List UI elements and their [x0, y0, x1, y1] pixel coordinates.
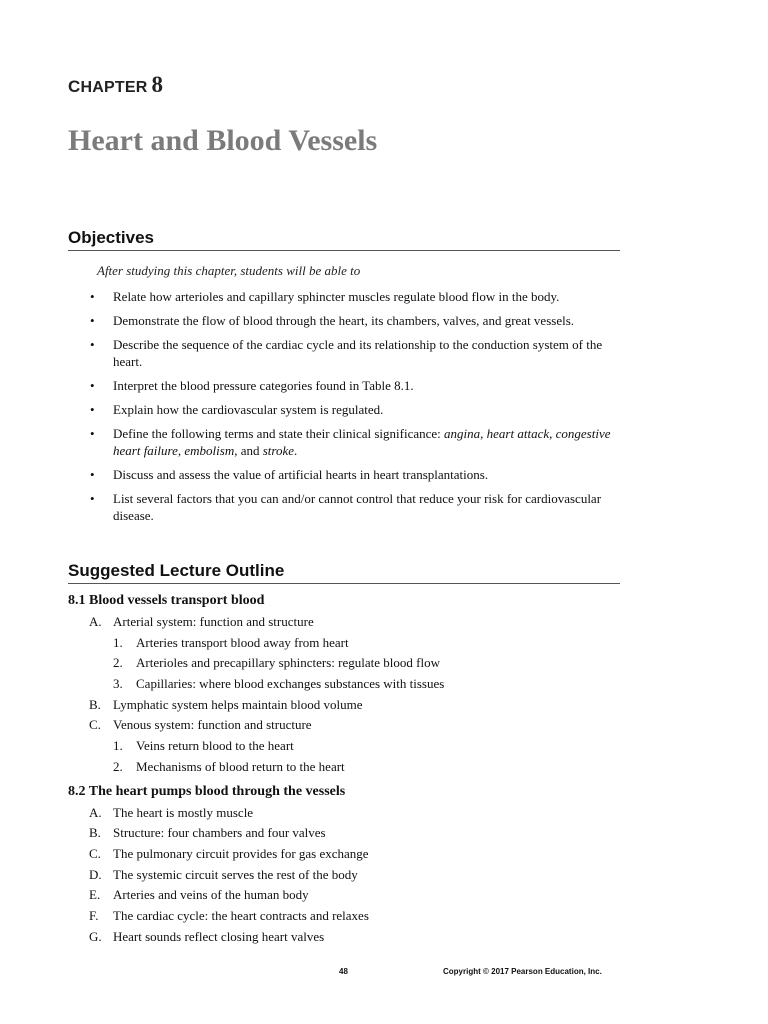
outline-item: F. The cardiac cycle: the heart contracts and relaxes	[89, 907, 369, 923]
objective-item: • Relate how arterioles and capillary sphincter muscles regulate blood flow in the body.	[90, 289, 560, 304]
outline-subitem: 3. Capillaries: where blood exchanges substances with tissues	[113, 676, 445, 692]
objectives-intro: After studying this chapter, students will be able to	[97, 263, 361, 278]
lecture-outline	[68, 592, 620, 948]
outline-item: C. Venous system: function and structure	[89, 717, 312, 733]
objective-item: • Discuss and assess the value of artificial hearts in heart transplantations.	[90, 467, 489, 482]
objective-item: • Describe the sequence of the cardiac cycle and its relationship to the conduction system of the heart.	[90, 337, 603, 369]
outline-subitem: 2. Mechanisms of blood return to the heart	[113, 758, 345, 774]
outline-item: D. The systemic circuit serves the rest of the body	[89, 866, 358, 882]
chapter-number: 8	[151, 72, 163, 97]
outline-section-title: 8.2 The heart pumps blood through the vessels	[68, 783, 346, 799]
objective-item: • Interpret the blood pressure categories found in Table 8.1.	[90, 378, 414, 393]
outline-heading: Suggested Lecture Outline	[68, 561, 620, 584]
outline-item: B. Lymphatic system helps maintain blood volume	[89, 696, 363, 712]
copyright-notice: Copyright © 2017 Pearson Education, Inc.	[443, 967, 602, 976]
objectives-list	[90, 288, 620, 531]
outline-item: A. The heart is mostly muscle	[89, 804, 254, 820]
outline-item: G. Heart sounds reflect closing heart valves	[89, 928, 325, 944]
objective-item: • Demonstrate the flow of blood through the heart, its chambers, valves, and great vessels.	[90, 313, 575, 328]
outline-item: A. Arterial system: function and structure	[89, 614, 314, 629]
outline-item: E. Arteries and veins of the human body	[89, 887, 309, 903]
outline-item: C. The pulmonary circuit provides for gas exchange	[89, 845, 369, 861]
chapter-title: Heart and Blood Vessels	[68, 124, 378, 157]
outline-subitem: 1. Arteries transport blood away from heart	[113, 634, 349, 650]
outline-section-title: 8.1 Blood vessels transport blood	[68, 593, 265, 608]
outline-subitem: 1. Veins return blood to the heart	[113, 738, 294, 754]
chapter-label	[68, 72, 163, 98]
objective-item: • Explain how the cardiovascular system is regulated.	[90, 402, 384, 417]
page-number: 48	[339, 967, 348, 976]
outline-item: B. Structure: four chambers and four valves	[89, 825, 326, 841]
outline-subitem: 2. Arterioles and precapillary sphincters: regulate blood flow	[113, 655, 440, 671]
objectives-heading: Objectives	[68, 228, 620, 251]
objective-item: • List several factors that you can and/or cannot control that reduce your risk for cardiovascular disease.	[90, 491, 602, 523]
chapter-word: CHAPTER	[68, 77, 148, 96]
objective-item: • Define the following terms and state their clinical significance: angina, heart attack, congestive heart failure, embolism, and stroke.	[90, 426, 611, 458]
